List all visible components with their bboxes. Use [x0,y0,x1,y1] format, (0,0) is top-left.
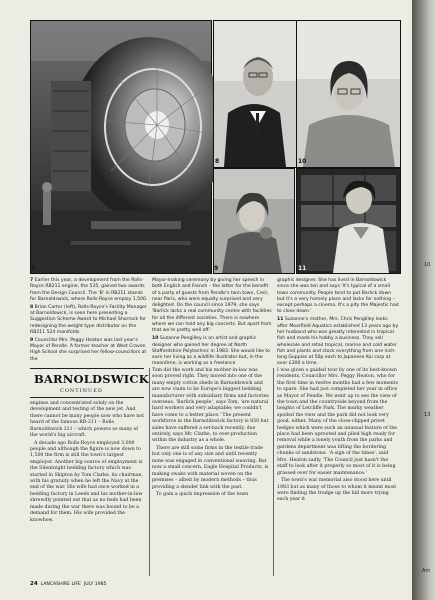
column-divider [273,368,274,576]
article-column-2 [152,368,270,577]
woman-fish-tanks-illustration [297,169,400,273]
photo-jet-engine [30,20,212,274]
caption-9: 9 Councillor Mrs. Peggy Heaton was last year's Mayor of Pendle. A former teacher at West Craven High School she surprised her fellow-councillors at the [30,337,147,362]
page-footer [30,581,106,587]
young-woman-illustration [297,21,400,167]
page-number: 24 [30,581,38,587]
photo-councillor [213,168,295,274]
title-rule-top [30,368,144,369]
caption-column-1 [30,278,148,360]
magazine-name: LANCASHIRE LIFE [40,582,81,587]
facing-figure-number-b: 13 [424,412,431,418]
jet-engine-illustration [31,21,211,273]
title-rule-bottom [30,397,144,398]
article-paragraph: I was given a guided tour by one of its best-known residents, Councillor Mrs. Peggy Heaton, who for the first time in twelve months had a few moments to spare. She had just completed her year in office as Mayor of Pendle. We went up to see the view of the town and the countryside beyond from the heights of Letcliffe Park. The murky weather spoiled the view and the park did not look very good, either. Many of the close-clipped privet hedges which were such an unusual feature of the place had been uprooted and piled high ready for removal while a lonely youth from the parks and gardens department was lifting the bordering chunks of sandstone. 'A sign of the times', said Mrs. Heaton sadly. 'The Council just hasn't the staff to look after it properly so most of it is being grassed over for easier maintenance.' [277,368,398,476]
photo-number-10-label: 10 [298,158,307,165]
article-continued-label: CONTINUED [60,388,103,394]
facing-figure-number-a: 10 [424,262,431,268]
caption-8: 8 Brian Carter (left), Rolls-Royce's Facility Manager at Barnoldswick, is seen here presenting a Suggestion Scheme Award to Michael Shorrock for redesigning the weight type distributor on the RB211 524 manifolds. [30,304,147,335]
caption-9-continued: Mayor-making ceremony by giving her speech in both English and French – the latter for the benefit of a party of guests from Pendle's twin town, Creil, near Paris, who were equally surprised and very delighted. On the council since 1979, she says 'Barlick lacks a real community centre with facilities for all the different societies. There is nowhere where we can hold any big concerts. But apart from that we're pretty well off.' [152,278,272,334]
woman-portrait-illustration [214,169,294,273]
photo-young-woman [296,20,401,168]
caption-column-3 [277,278,399,367]
article-column-1 [30,401,146,577]
issue-date: JULY 1985 [83,582,107,587]
photo-number-9: 9 [214,265,219,272]
article-paragraph: Tom did the work and his mother-in-law was soon proved right. They moved into one of the many empty cotton sheds in Barnoldswick and are now claim to be Europe's biggest bedding manufacturer with subsidiary firms and factories overseas. 'Barlick people', says Tom, 'are natural hard workers and very adaptable; we couldn't have come to a better place.' The present workforce in the Barnoldswick factory is 850 but sales have suffered a set-back recently, due entirely, says Mr. Clarke, to over-production within the industry as a whole. [152,368,269,444]
photo-aquatics [296,168,401,274]
facing-text-fragment: Am [422,568,431,574]
article-paragraph: A decade ago Rolls-Royce employed 3,000 people and although the figure is now down to 1,500 the firm is still the town's largest employer. Another big source of employment is the Silentnight bedding factory which was started in Skipton by Tom Clarke, its chairman, with his gratuity when he left the Navy at the end of the war. His wife had once worked in a bedding factory in Leeds and his mother-in-law shrewdly pointed out that as no beds had been made during the war there was bound to be a demand for them. His wife provided the knowhow. [30,440,143,523]
article-column-3 [277,368,399,577]
photo-number-7: 7 [31,265,36,272]
caption-10: 10 Suzanne Pengilley is an artist and graphic designer who gained her degree at North Staffordshire Polytechnic in 1983. She would like to earn her living as a wildlife illustrator but, in the meantime, is working as a freelance [152,336,270,367]
article-paragraph: To gain a quick impression of the town [156,492,249,498]
caption-column-2 [152,278,272,367]
article-title: BARNOLDSWICK [34,372,149,386]
caption-11: 11 Suzanne's mother, Mrs. Chris Pengilley looks after Moorfield Aquatics established 13 years ago by her husband who was greatly interested in tropical fish and made his hobby a business. They sell wholesale and retail tropical, marine and cold water fish and plants and stock everything from one inch-long Guppies at 50p each to Japanese Koi carp at over £300 a time. [277,317,399,367]
caption-10-continued: graphic designer. She has lived in Barnoldswick since she was ten and says 'It's typical of a small town community. People tend to put Barlick down but it's a very homely place and lacks for nothing – except perhaps a cinema. It's a pity the Majestic had to close down.' [277,278,399,315]
facing-page-edge [412,0,436,600]
photo-number-8: 8 [215,158,220,165]
column-divider [149,368,150,576]
photo-number-11-label: 11 [298,265,307,272]
caption-7: 7 Earlier this year, a development from the Rolls-Royce RB211 engine, the 535, gained two awards from the Design Council. The 'B' in RB211 stands for Barnoldswick, where Rolls-Royce employ 1,500. [30,278,148,302]
article-paragraph: engines and concentrated solely on the development and testing of the new jet. And there cannot be many people now who have not heard of the famous RB-211 – Rolls Barnoldswick 211 – which powers so many of the world's big aircraft. [30,401,144,439]
article-paragraph: The town's war memorial also stood here until 1983 but as many of those to whom it meant most were finding the trudge up the hill more trying each year it [277,478,397,503]
article-paragraph: There are still some firms in the textile trade but only one is of any size and until recently none was engaged in conventional weaving. But now a small concern, Eagle Hospital Products, is making swabs with material woven on the premises – albeit by modern methods – thus providing a slender link with the past. [152,446,269,490]
